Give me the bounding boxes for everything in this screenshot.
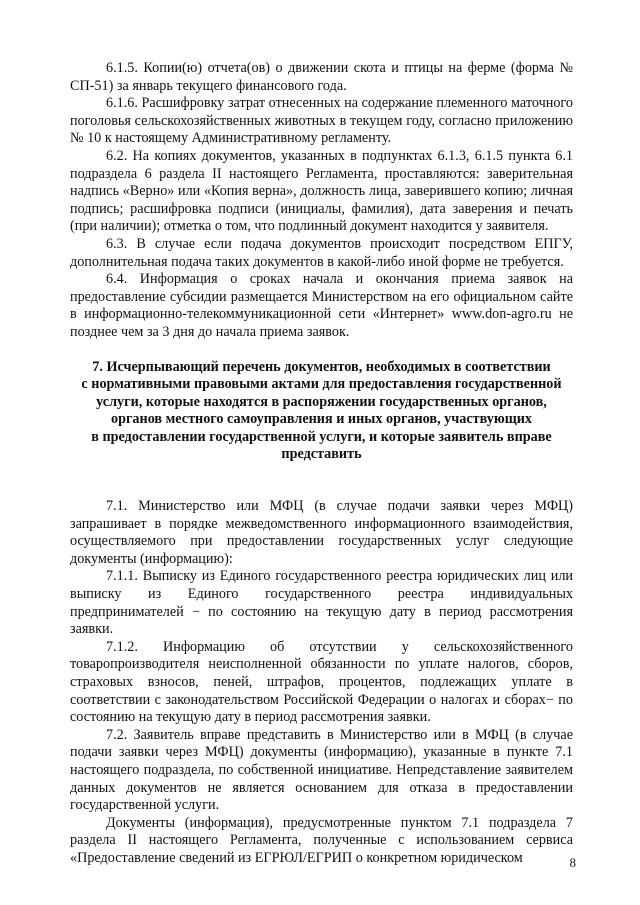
- heading-line: 7. Исчерпывающий перечень документов, необходимых в соответствии: [92, 358, 551, 375]
- document-page: [70, 60, 573, 868]
- heading-line: представить: [281, 446, 362, 463]
- paragraph-documents: Документы (информация), предусмотренные пунктом 7.1 подраздела 7 раздела II настоящего Регламента, полученные с использованием сервиса «Предоставление сведений из ЕГРЮЛ/ЕГРИП о конкретном юридическом: [70, 814, 573, 866]
- paragraph-6-3: 6.3. В случае если подача документов происходит посредством ЕПГУ, дополнительная подача таких документов в какой-либо иной форме не требуется.: [70, 235, 573, 270]
- page-number: 8: [569, 855, 576, 870]
- paragraph-7-2: 7.2. Заявитель вправе представить в Министерство или в МФЦ (в случае подачи заявки через МФЦ) документы (информацию), указанные в пункте 7.1 настоящего подраздела, по собственной инициативе. Непредставление заявителем данных документов не является основанием для отказа в предоставлении государственной услуги.: [70, 726, 573, 814]
- heading-line: с нормативными правовыми актами для предоставления государственной: [81, 376, 562, 393]
- paragraph-7-1-1: 7.1.1. Выписку из Единого государственного реестра юридических лиц или выписку из Единого государственного реестра индивидуальных предпринимателей − по состоянию на текущую дату в период рассмотрения заявки.: [70, 568, 573, 638]
- heading-line: в предоставлении государственной услуги, и которые заявитель вправе: [91, 428, 552, 445]
- heading-line: органов местного самоуправления и иных органов, участвующих: [111, 411, 532, 428]
- paragraph-6-1-6: 6.1.6. Расшифровку затрат отнесенных на содержание племенного маточного поголовья сельскохозяйственных животных в текущем году, согласно приложению № 10 к настоящему Административному регламенту.: [70, 95, 573, 147]
- heading-line: услуги, которые находятся в распоряжении государственных органов,: [96, 393, 547, 410]
- paragraph-7-1-2: 7.1.2. Информацию об отсутствии у сельскохозяйственного товаропроизводителя неисполненной обязанности по уплате налогов, сборов, страховых взносов, пеней, штрафов, процентов, подлежащих уплате в соответствии с законодательством Российской Федерации о налогах и сборах− по состоянию на текущую дату в период рассмотрения заявки.: [70, 638, 573, 726]
- section-7-heading: [70, 359, 573, 465]
- paragraph-6-1-5: 6.1.5. Копии(ю) отчета(ов) о движении скота и птицы на ферме (форма № СП-51) за январь текущего финансового года.: [70, 60, 573, 94]
- paragraph-7-1: 7.1. Министерство или МФЦ (в случае подачи заявки через МФЦ) запрашивает в порядке межведомственного информационного взаимодействия, осуществляемого при предоставлении государственных услуг следующие документы (информацию):: [70, 498, 573, 567]
- paragraph-6-4: 6.4. Информация о сроках начала и окончания приема заявок на предоставление субсидии размещается Министерством на его официальном сайте в информационно-телекоммуникационной сети «Интернет» www.don-agro.ru не позднее чем за 3 дня до начала приема заявок.: [70, 271, 573, 340]
- paragraph-6-2: 6.2. На копиях документов, указанных в подпунктах 6.1.3, 6.1.5 пункта 6.1 подраздела 6 раздела II настоящего Регламента, проставляются: заверительная надпись «Верно» или «Копия верна», должность лица, заверившего копию; личная подпись; расшифровка подписи (инициалы, фамилия), дата заверения и печать (при наличии); отметка о том, что подлинный документ находится у заявителя.: [70, 147, 573, 235]
